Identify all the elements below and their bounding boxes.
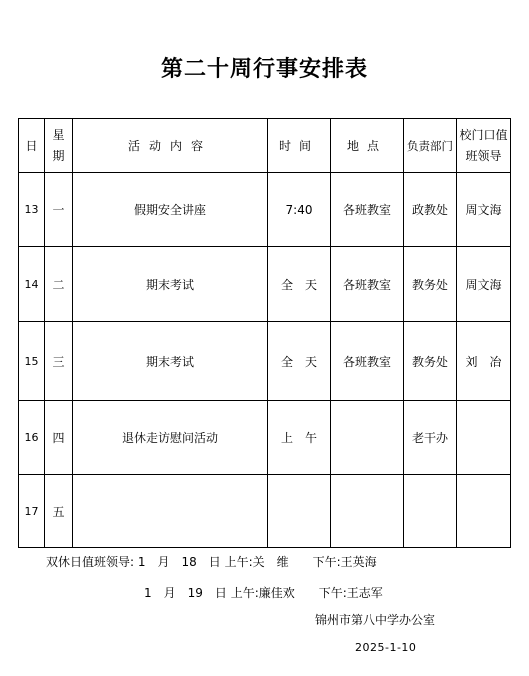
- department-cell: 教务处: [404, 247, 457, 322]
- activity-cell: 退休走访慰问活动: [73, 401, 268, 475]
- activity-cell: [73, 475, 268, 548]
- table-row: [19, 322, 511, 401]
- header-time: 时间: [268, 119, 331, 173]
- schedule-table: [18, 118, 511, 548]
- place-cell: [331, 475, 404, 548]
- leader-cell: [457, 475, 511, 548]
- place-cell: 各班教室: [331, 322, 404, 401]
- day-cell: 15: [19, 322, 45, 401]
- header-place: 地点: [331, 119, 404, 173]
- weekday-cell: 二: [45, 247, 73, 322]
- activity-cell: 假期安全讲座: [73, 173, 268, 247]
- place-cell: [331, 401, 404, 475]
- leader-cell: 刘 冶: [457, 322, 511, 401]
- header-activity: 活动内容: [73, 119, 268, 173]
- day-cell: 13: [19, 173, 45, 247]
- department-cell: [404, 475, 457, 548]
- header-duty-leader: 校门口值 班领导: [457, 119, 511, 173]
- issuing-office: 锦州市第八中学办公室: [315, 613, 436, 627]
- activity-cell: 期末考试: [73, 247, 268, 322]
- weekend-duty-line-1: 双休日值班领导: 1 月 18 日 上午:关 维 下午:王英海: [46, 555, 377, 569]
- time-cell: [268, 475, 331, 548]
- day-cell: 17: [19, 475, 45, 548]
- place-cell: 各班教室: [331, 173, 404, 247]
- header-department: 负责部门: [404, 119, 457, 173]
- time-cell: 7:40: [268, 173, 331, 247]
- activity-cell: 期末考试: [73, 322, 268, 401]
- place-cell: 各班教室: [331, 247, 404, 322]
- department-cell: 老干办: [404, 401, 457, 475]
- weekend-duty-line-2: 1 月 19 日 上午:廉佳欢 下午:王志军: [144, 586, 383, 600]
- page-title: 第二十周行事安排表: [160, 56, 368, 82]
- table-row: [19, 475, 511, 548]
- leader-cell: 周文海: [457, 247, 511, 322]
- day-cell: 16: [19, 401, 45, 475]
- header-weekday: 星 期: [45, 119, 73, 173]
- table-header-row: [19, 119, 511, 173]
- day-cell: 14: [19, 247, 45, 322]
- weekday-cell: 三: [45, 322, 73, 401]
- time-cell: 全 天: [268, 247, 331, 322]
- department-cell: 教务处: [404, 322, 457, 401]
- table-row: [19, 173, 511, 247]
- issue-date: 2025-1-10: [355, 641, 417, 654]
- time-cell: 上 午: [268, 401, 331, 475]
- weekday-cell: 一: [45, 173, 73, 247]
- time-cell: 全 天: [268, 322, 331, 401]
- table-row: [19, 401, 511, 475]
- header-day: 日: [19, 119, 45, 173]
- leader-cell: 周文海: [457, 173, 511, 247]
- department-cell: 政教处: [404, 173, 457, 247]
- table-row: [19, 247, 511, 322]
- weekday-cell: 四: [45, 401, 73, 475]
- weekday-cell: 五: [45, 475, 73, 548]
- leader-cell: [457, 401, 511, 475]
